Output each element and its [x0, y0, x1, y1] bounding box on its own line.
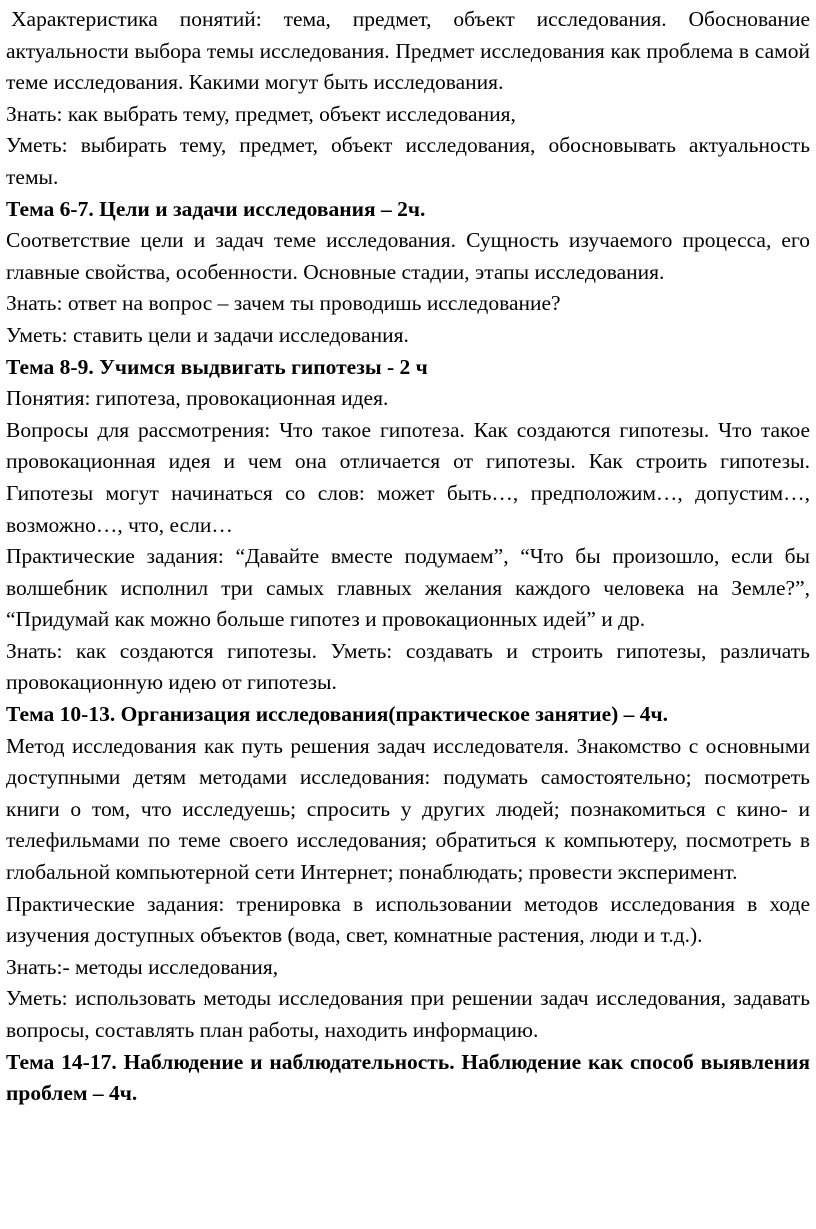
questions-paragraph: Вопросы для рассмотрения: Что такое гипотеза. Как создаются гипотезы. Что такое провокационная идея и чем она отличается от гипотезы. Как строить гипотезы. Гипотезы могут начинаться со слов: может быть…, предположим…, допустим…, возможно…, что, если…	[6, 417, 810, 537]
intro-paragraph: Характеристика понятий: тема, предмет, объект исследования. Обоснование актуальности выбора темы исследования. Предмет исследования как проблема в самой теме исследования. Какими могут быть исследования.	[6, 7, 810, 95]
methods-paragraph: Метод исследования как путь решения задач исследователя. Знакомство с основными доступными детям методами исследования: подумать самостоятельно; посмотреть книги о том, что исследуешь; спросить у других людей; познакомиться с кино- и телефильмами по теме своего исследования; обратиться к компьютеру, посмотреть в глобальной компьютерной сети Интернет; понаблюдать; провести эксперимент.	[6, 733, 810, 885]
skill-paragraph: Уметь: использовать методы исследования при решении задач исследования, задавать вопросы, составлять план работы, находить информацию.	[6, 986, 810, 1042]
goals-paragraph: Соответствие цели и задач теме исследования. Сущность изучаемого процесса, его главные свойства, особенности. Основные стадии, этапы исследования.	[6, 228, 810, 284]
section-heading-8-9: Тема 8-9. Учимся выдвигать гипотезы - 2 ч	[6, 354, 428, 379]
know-skill-paragraph: Знать: как создаются гипотезы. Уметь: создавать и строить гипотезы, различать провокационную идею от гипотезы.	[6, 638, 810, 695]
skill-paragraph: Уметь: ставить цели и задачи исследования.	[6, 322, 409, 347]
practical-tasks-paragraph: Практические задания: тренировка в использовании методов исследования в ходе изучения доступных объектов (вода, свет, комнатные растения, люди и т.д.).	[6, 891, 810, 948]
know-paragraph: Знать: ответ на вопрос – зачем ты проводишь исследование?	[6, 291, 561, 316]
section-heading-10-13: Тема 10-13. Организация исследования(практическое занятие) – 4ч.	[6, 702, 669, 727]
skill-paragraph: Уметь: выбирать тему, предмет, объект исследования, обосновывать актуальность темы.	[6, 133, 810, 189]
know-paragraph: Знать:- методы исследования,	[6, 954, 279, 979]
concepts-paragraph: Понятия: гипотеза, провокационная идея.	[6, 386, 389, 411]
section-heading-14-17: Тема 14-17. Наблюдение и наблюдательность. Наблюдение как способ выявления проблем – 4ч.	[6, 1049, 810, 1106]
section-heading-6-7: Тема 6-7. Цели и задачи исследования – 2ч.	[6, 196, 426, 221]
know-paragraph: Знать: как выбрать тему, предмет, объект исследования,	[6, 101, 516, 126]
practical-tasks-paragraph: Практические задания: “Давайте вместе подумаем”, “Что бы произошло, если бы волшебник исполнил три самых главных желания каждого человека на Земле?”, “Придумай как можно больше гипотез и провокационных идей” и др.	[6, 544, 810, 632]
